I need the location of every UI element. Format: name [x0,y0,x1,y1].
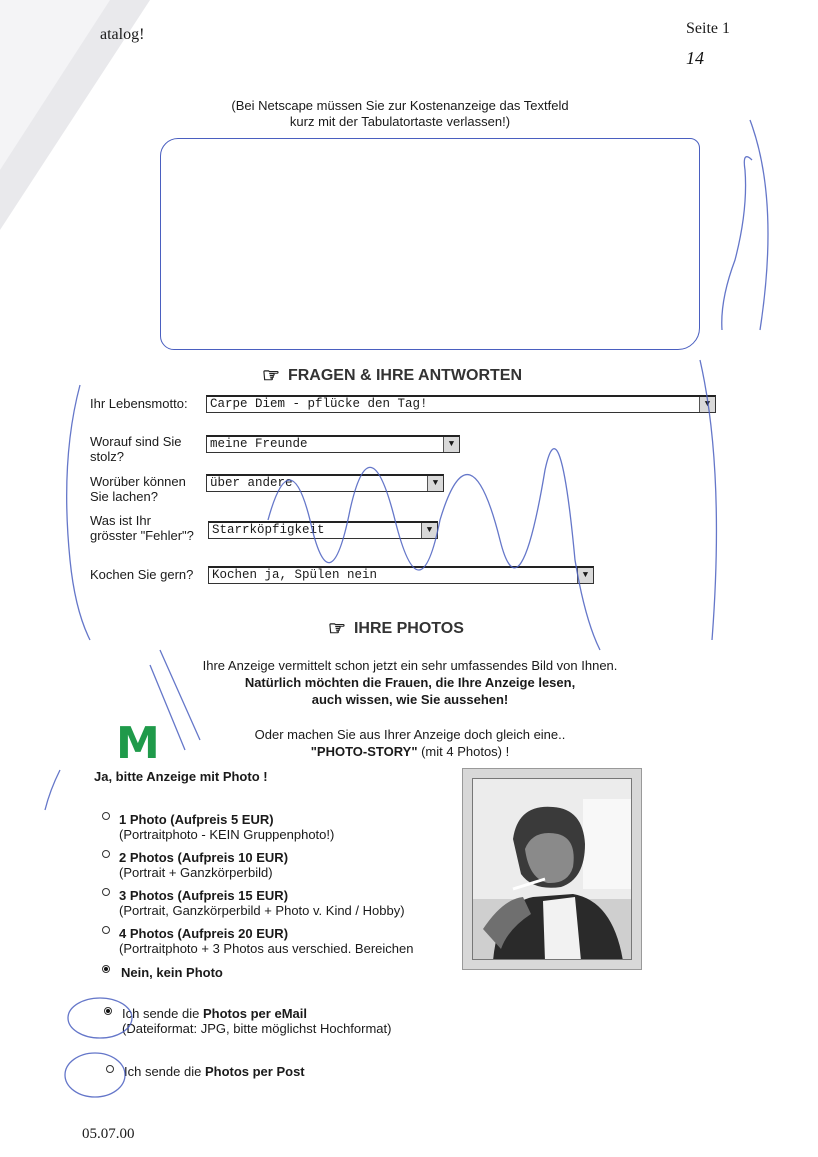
photo-yes-label: Ja, bitte Anzeige mit Photo ! [94,769,268,784]
pointing-hand-icon: ☞ [328,618,346,640]
photos-intro-bold-2: auch wissen, wie Sie aussehen! [311,692,509,707]
option-1-photo [119,812,334,842]
select-lebensmotto-value: Carpe Diem - pflücke den Tag! [210,397,428,411]
question-label-lachen: Worüber können Sie lachen? [90,474,186,504]
select-kochen-value: Kochen ja, Spülen nein [212,568,378,582]
select-lachen-value: über andere [210,476,293,490]
chevron-down-icon[interactable]: ▼ [421,523,437,538]
note-line-1: (Bei Netscape müssen Sie zur Kostenanzeige das Textfeld [231,98,569,113]
pointing-hand-icon: ☞ [262,365,280,387]
radio-1-photo[interactable] [102,812,110,820]
option-2-photos-title: 2 Photos (Aufpreis 10 EUR) [119,850,289,865]
questions-heading [262,363,522,388]
option-4-photos-sub: (Portraitphoto + 3 Photos aus verschied. Bereichen [119,941,414,956]
option-1-photo-sub: (Portraitphoto - KEIN Gruppenphoto!) [119,827,335,842]
photos-heading-text: IHRE PHOTOS [353,619,464,637]
left-bracket-stroke [67,385,90,640]
option-3-photos-title: 3 Photos (Aufpreis 15 EUR) [119,888,289,903]
header-left-text: atalog! [100,26,145,43]
select-lebensmotto[interactable] [206,395,716,413]
circle-post-option [65,1053,125,1097]
send-post-prefix: Ich sende die [124,1064,205,1079]
photos-intro [150,657,670,708]
question-label-kochen: Kochen Sie gern? [90,567,194,582]
select-kochen[interactable] [208,566,594,584]
photo-story-line: Oder machen Sie aus Ihrer Anzeige doch gleich eine.. [254,727,566,742]
radio-2-photos[interactable] [102,850,110,858]
option-no-photo [121,965,223,980]
chevron-down-icon[interactable]: ▼ [699,397,715,412]
select-stolz-value: meine Freunde [210,437,308,451]
cost-textarea[interactable] [160,138,700,350]
folded-page-corner-light [0,0,110,170]
radio-send-post[interactable] [106,1065,114,1073]
note-line-2: kurz mit der Tabulatortaste verlassen!) [289,114,511,129]
option-no-photo-title: Nein, kein Photo [121,965,223,980]
select-lachen[interactable] [206,474,444,492]
portrait-image [472,778,632,960]
select-fehler[interactable] [208,521,438,539]
send-email-prefix: Ich sende die [122,1006,203,1021]
photos-intro-line: Ihre Anzeige vermittelt schon jetzt ein sehr umfassendes Bild von Ihnen. [202,658,618,673]
question-label-stolz: Worauf sind Sie stolz? [90,434,182,464]
netscape-note [180,98,620,130]
send-post-bold: Photos per Post [204,1064,305,1079]
option-3-photos-sub: (Portrait, Ganzkörperbild + Photo v. Kind / Hobby) [119,903,405,918]
handwritten-green-mark: M [116,718,160,769]
photos-intro-bold-1: Natürlich möchten die Frauen, die Ihre Anzeige lesen, [244,675,576,690]
radio-3-photos[interactable] [102,888,110,896]
select-fehler-value: Starrköpfigkeit [212,523,325,537]
question-label-fehler: Was ist Ihr grösster "Fehler"? [90,513,194,543]
chevron-down-icon[interactable]: ▼ [427,476,443,491]
handwritten-page-number: 14 [686,48,704,68]
chevron-down-icon[interactable]: ▼ [443,437,459,452]
page-label: Seite 1 [686,20,730,37]
handwritten-signature [722,157,752,330]
photo-story-text [200,726,620,760]
option-send-email [122,1006,391,1036]
option-4-photos [119,926,413,956]
radio-4-photos[interactable] [102,926,110,934]
footer-date: 05.07.00 [82,1126,135,1142]
portrait-illustration [473,779,632,960]
option-1-photo-title: 1 Photo (Aufpreis 5 EUR) [119,812,274,827]
radio-send-email[interactable] [104,1007,112,1015]
photo-story-bold: "PHOTO-STORY" [310,744,418,759]
option-3-photos [119,888,405,918]
radio-no-photo[interactable] [102,965,110,973]
photos-heading [328,616,464,641]
option-2-photos-sub: (Portrait + Ganzkörperbild) [119,865,273,880]
select-stolz[interactable] [206,435,460,453]
send-email-bold: Photos per eMail [202,1006,307,1021]
send-email-sub: (Dateiformat: JPG, bitte möglichst Hochformat) [122,1021,392,1036]
option-4-photos-title: 4 Photos (Aufpreis 20 EUR) [119,926,289,941]
left-margin-tick [45,770,60,810]
photo-story-rest: (mit 4 Photos) ! [417,744,510,759]
questions-heading-text: FRAGEN & IHRE ANTWORTEN [287,366,522,384]
right-margin-stroke [750,120,768,330]
question-label-lebensmotto: Ihr Lebensmotto: [90,396,188,411]
chevron-down-icon[interactable]: ▼ [577,568,593,583]
option-2-photos [119,850,288,880]
sample-photo [462,768,642,970]
option-send-post [124,1064,305,1079]
